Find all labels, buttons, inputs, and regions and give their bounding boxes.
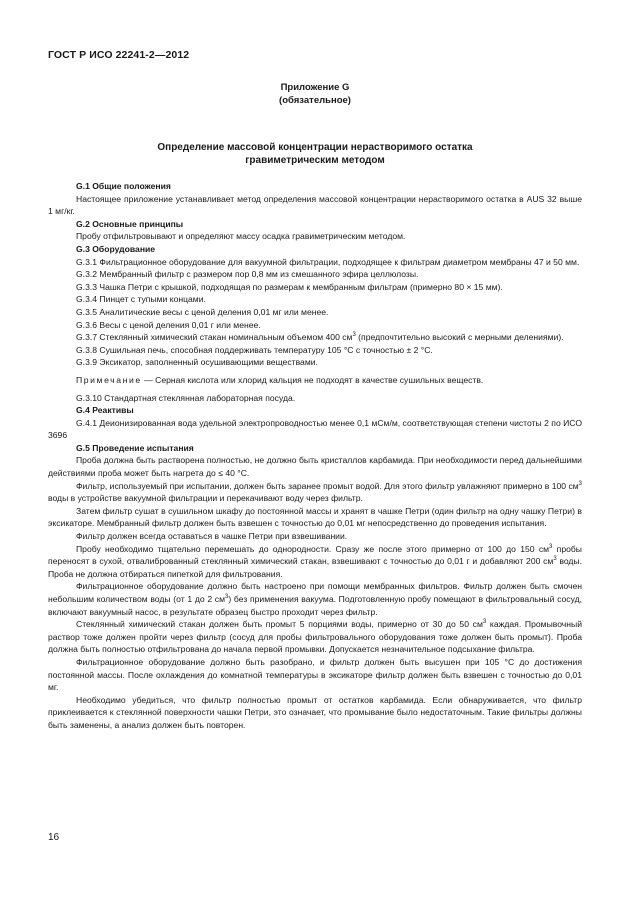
document-body	[48, 180, 582, 732]
paragraph-g2: Пробу отфильтровывают и определяют массу осадка гравиметрическим методом.	[76, 231, 406, 242]
section-heading-g5: G.5 Проведение испытания	[76, 442, 194, 453]
item-g3-1: G.3.1 Фильтрационное оборудование для вакуумной фильтрации, подходящее к фильтрам диаметром мембраны 47 и 50 мм.	[76, 256, 580, 267]
paragraph-g5-2	[48, 480, 582, 505]
appendix-status: (обязательное)	[279, 95, 351, 106]
paragraph-g1: Настоящее приложение устанавливает метод определения массовой концентрации нерастворимого остатка в AUS 32 выше 1 мг/кг.	[48, 193, 582, 217]
text-part: Пробу необходимо тщательно перемешать до однородности. Сразу же после этого примерно от 100 до 150 см	[76, 543, 550, 554]
text-part: воды. Проба не должна отбираться пипеткой для фильтрования.	[48, 556, 582, 579]
superscript: 3	[578, 480, 582, 487]
item-g3-7	[48, 331, 582, 344]
paragraph-g5-1: Проба должна быть растворена полностью, не должно быть кристаллов карбамида. При необходимости перед дальнейшими действиями проба может быть нагрета до ≤ 40 °С.	[48, 455, 582, 479]
appendix-title-line1: Определение массовой концентрации нерастворимого остатка	[157, 142, 473, 153]
text-part: Фильтрационное оборудование должно быть настроено при помощи мембранных фильтров. Фильтр должен быть смочен небольшим количеством воды (от 1 до 2 см	[48, 581, 582, 604]
superscript: 3	[549, 543, 553, 550]
paragraph-g5-9: Необходимо убедиться, что фильтр полностью промыт от остатков карбамида. Если обнаруживается, что фильтр приклеивается к стеклянной поверхности чашки Петри, это означает, что промывание было недостаточным. Такие фильтры должны быть заменены, а анализ должен быть повторен.	[48, 694, 582, 730]
text-part: Фильтр, используемый при испытании, должен быть заранее промыт водой. Для этого фильтр увлажняют примерно в 100 см	[76, 480, 579, 491]
note-text: — Серная кислота или хлорид кальция не подходят в качестве сушильных веществ.	[141, 374, 484, 385]
text-part: пробы переносят в сухой, отвалиброванный стеклянный химический стакан, взвешивают с точностью до 0,01 г и добавляют 200 см	[48, 543, 582, 567]
paragraph-g5-5	[48, 543, 582, 581]
item-g4-1: G.4.1 Деионизированная вода удельной электропроводностью менее 0,1 мСм/м, соответствующая степени чистоты 2 по ИСО 3696	[48, 417, 582, 441]
item-g3-7-part2: (предпочтительно высокий с мерными делениями).	[355, 332, 564, 343]
text-part: каждая. Промывочный раствор тоже должен пройти через фильтр (сосуд для пробы фильтровального оборудования тоже должен быть промыт). Проба должна быть полностью отфильтрована до начала первой промывки. Допускается незначительное подсыхание фильтра.	[48, 619, 582, 655]
section-heading-g2: G.2 Основные принципы	[76, 218, 184, 229]
superscript: 3	[553, 556, 557, 563]
item-g3-7-part1: G.3.7 Стеклянный химический стакан номинальным объемом 400 см	[76, 332, 353, 343]
item-g3-8: G.3.8 Сушильная печь, способная поддерживать температуру 105 °С с точностью ± 2 °С.	[76, 344, 433, 355]
item-g3-10: G.3.10 Стандартная стеклянная лабораторная посуда.	[76, 392, 296, 403]
text-part: воды в устройстве вакуумной фильтрации и перекачивают воду через фильтр.	[48, 493, 363, 504]
item-g3-2: G.3.2 Мембранный фильтр с размером пор 0,8 мм из смешанного эфира целлюлозы.	[76, 269, 419, 280]
appendix-label: Приложение G	[280, 82, 350, 93]
item-g3-3: G.3.3 Чашка Петри с крышкой, подходящая по размерам к мембранным фильтрам (примерно 80 × 15 мм).	[76, 281, 503, 292]
paragraph-g5-7	[48, 618, 582, 656]
text-part: Стеклянный химический стакан должен быть промыт 5 порциями воды, примерно от 30 до 50 см	[76, 619, 483, 630]
paragraph-g5-8: Фильтрационное оборудование должно быть разобрано, и фильтр должен быть высушен при 105 °С до достижения постоянной массы. После охлаждения до комнатной температуры в эксикаторе фильтр должен быть взвешен с точностью до 0,01 мг.	[48, 656, 582, 693]
item-g3-9: G.3.9 Эксикатор, заполненный осушивающими веществами.	[76, 357, 318, 368]
paragraph-g5-3: Затем фильтр сушат в сушильном шкафу до постоянной массы и хранят в чашке Петри (один фильтр на одну чашку Петри) в эксикаторе. Мембранный фильтр должен быть взвешен с точностью до 0,01 мг непосредственно до проведения испытания.	[48, 505, 582, 529]
appendix-title-line2: гравиметрическим методом	[245, 155, 385, 166]
item-g3-4: G.3.4 Пинцет с тупыми концами.	[76, 294, 206, 305]
superscript: 3	[352, 332, 356, 339]
note-label: Примечание	[76, 374, 142, 385]
item-g3-5: G.3.5 Аналитические весы с ценой деления 0,01 мг или менее.	[76, 306, 329, 317]
section-heading-g4: G.4 Реактивы	[76, 405, 134, 416]
superscript: 3	[482, 619, 487, 626]
text-part: ) без применения вакуума. Подготовленную пробу помещают в фильтровальный сосуд, включают вакуумный насос, в результате образец быстро проходит через фильтр.	[48, 594, 582, 617]
paragraph-g5-6	[48, 580, 582, 618]
standard-designation: ГОСТ Р ИСО 22241-2—2012	[48, 49, 190, 61]
note	[48, 374, 582, 387]
section-heading-g1: G.1 Общие положения	[76, 181, 171, 191]
section-heading-g3: G.3 Оборудование	[76, 243, 156, 254]
superscript: 3	[225, 594, 229, 601]
item-g3-6: G.3.6 Весы с ценой деления 0,01 г или менее.	[76, 319, 261, 330]
paragraph-g5-4: Фильтр должен всегда оставаться в чашке Петри при взвешивании.	[76, 531, 348, 542]
page-number: 16	[48, 832, 60, 843]
